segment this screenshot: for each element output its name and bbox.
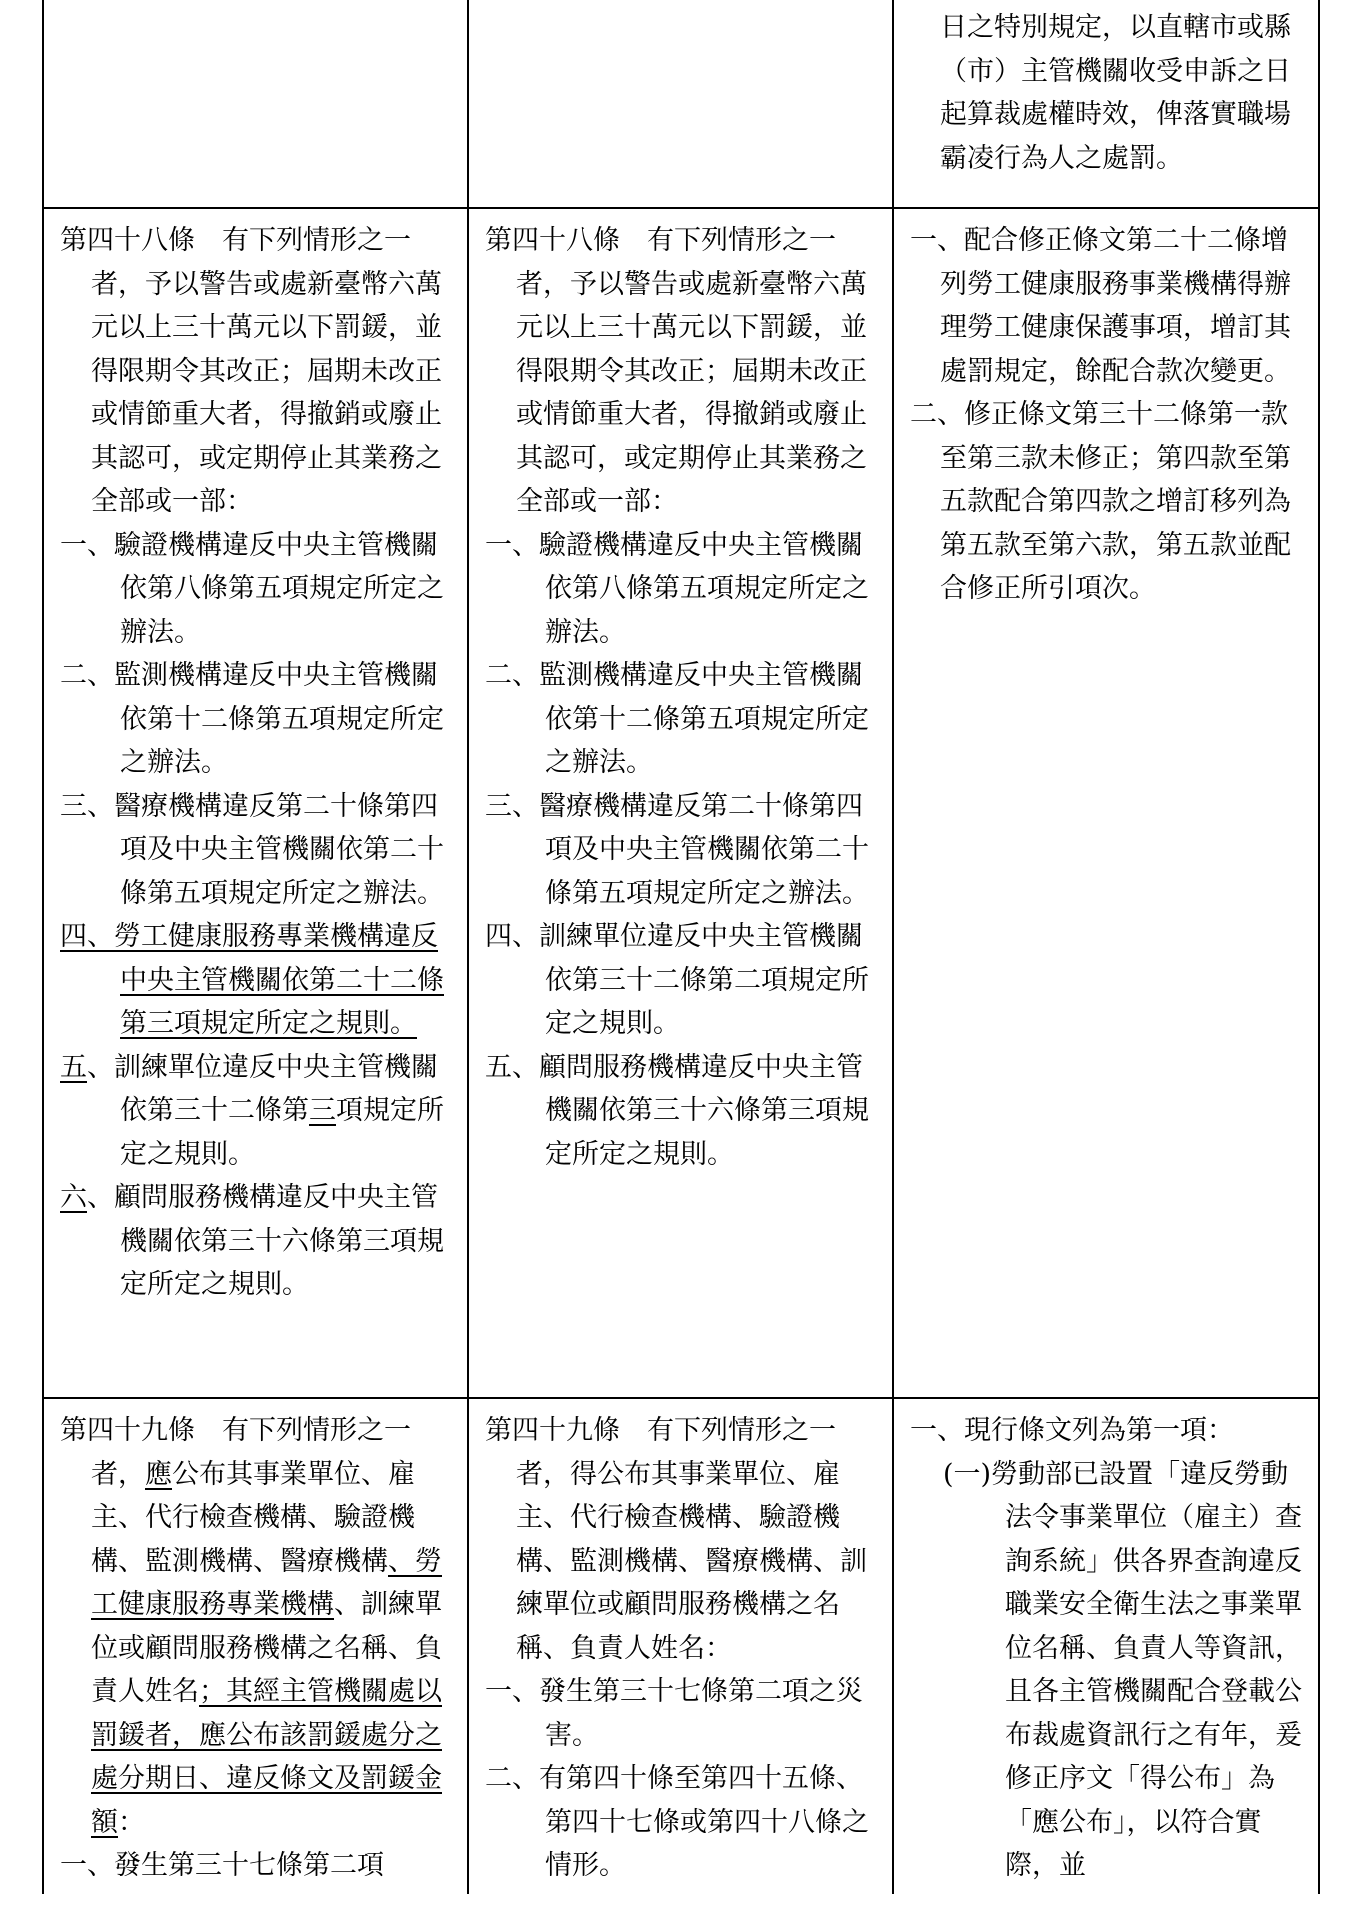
explanation-cell bbox=[893, 0, 1319, 208]
item-5-number: 五 bbox=[60, 1051, 87, 1083]
article-48-item-5-amended bbox=[60, 1046, 453, 1177]
amended-cell bbox=[43, 0, 468, 208]
table-row bbox=[43, 0, 1319, 208]
article-49-text-7: ： bbox=[118, 1806, 145, 1838]
amendment-comparison-table bbox=[42, 0, 1320, 1894]
article-49-note-1-sub-1: (一)勞動部已設置「違反勞動法令事業單位（雇主）查詢系統」供各界查詢違反職業安全衛生法之事業單位名稱、負責人等資訊，且各主管機關配合登載公布裁處資訊行之有年，爰修正序文「得公布」為「應公布」，以符合實際，並 bbox=[943, 1458, 1302, 1881]
article-49-item-1-current: 一、發生第三十七條第二項之災害。 bbox=[485, 1676, 863, 1751]
article-49-intro-amended bbox=[60, 1409, 453, 1844]
article-49-text-5: 、訓練單位或顧問服務機構之名稱、負責人姓名 bbox=[91, 1589, 442, 1707]
table-row bbox=[43, 208, 1319, 1398]
article-49-intro-current: 第四十九條 有下列情形之一者，得公布其事業單位、雇主、代行檢查機構、驗證機構、監測機構、醫療機構、訓練單位或顧問服務機構之名稱、負責人姓名： bbox=[485, 1415, 867, 1664]
article-48-item-1-amended: 一、驗證機構違反中央主管機關依第八條第五項規定所定之辦法。 bbox=[60, 529, 444, 648]
article-48-item-4-current: 四、訓練單位違反中央主管機關依第三十二條第二項規定所定之規則。 bbox=[485, 921, 869, 1039]
article-48-item-6-amended bbox=[60, 1176, 453, 1307]
article-48-item-3-amended: 三、醫療機構違反第二十條第四項及中央主管機關依第二十條第五項規定所定之辦法。 bbox=[60, 790, 444, 909]
current-cell bbox=[468, 0, 893, 208]
table-row bbox=[43, 1398, 1319, 1894]
explanation-cell bbox=[893, 1398, 1319, 1894]
current-cell bbox=[468, 208, 893, 1398]
article-49-text-6: ；其經主管機關處以罰鍰者，應公布該罰鍰處分之處分期日、違反條文及罰鍰金額 bbox=[91, 1676, 442, 1838]
article-48-note-1: 一、配合修正條文第二十二條增列勞工健康服務事業機構得辦理勞工健康保護事項，增訂其處罰規定，餘配合款次變更。 bbox=[910, 225, 1291, 387]
explanation-cell bbox=[893, 208, 1319, 1398]
article-49-text-3: 公布其事業單位、雇主、代行檢查機構、驗證機構、監測機構、醫療機構 bbox=[91, 1458, 415, 1577]
article-48-intro-current: 第四十八條 有下列情形之一者，予以警告或處新臺幣六萬元以上三十萬元以下罰鍰，並得限期令其改正；屆期未改正或情節重大者，得撤銷或廢止其認可，或定期停止其業務之全部或一部： bbox=[485, 225, 867, 517]
article-48-item-5-current: 五、顧問服務機構違反中央主管機關依第三十六條第三項規定所定之規則。 bbox=[485, 1051, 869, 1170]
article-48-item-3-current: 三、醫療機構違反第二十條第四項及中央主管機關依第二十條第五項規定所定之辦法。 bbox=[485, 790, 869, 909]
amended-cell bbox=[43, 208, 468, 1398]
item-5-text-c: 項規定所定之規則。 bbox=[120, 1095, 444, 1170]
article-49-text-2: 應 bbox=[145, 1458, 172, 1490]
explanation-continuation: 日之特別規定，以直轄市或縣（市）主管機關收受申訴之日起算裁處權時效，俾落實職場霸凌行為人之處罰。 bbox=[940, 12, 1291, 174]
article-49-text-4: 、勞工健康服務專業機構 bbox=[91, 1545, 442, 1620]
current-cell bbox=[468, 1398, 893, 1894]
article-49-note-1: 一、現行條文列為第一項： bbox=[910, 1415, 1234, 1446]
article-48-intro-amended: 第四十八條 有下列情形之一者，予以警告或處新臺幣六萬元以上三十萬元以下罰鍰，並得限期令其改正；屆期未改正或情節重大者，得撤銷或廢止其認可，或定期停止其業務之全部或一部： bbox=[60, 225, 442, 517]
article-48-note-2: 二、修正條文第三十二條第一款至第三款未修正；第四款至第五款配合第四款之增訂移列為第五款至第六款，第五款並配合修正所引項次。 bbox=[910, 399, 1291, 604]
item-5-paragraph-number: 三 bbox=[309, 1095, 336, 1126]
article-48-item-2-current: 二、監測機構違反中央主管機關依第十二條第五項規定所定之辦法。 bbox=[485, 660, 869, 778]
article-49-text-1: 第四十九條 有下列情形之一者， bbox=[60, 1415, 411, 1490]
article-48-item-4-amended: 四、勞工健康服務專業機構違反中央主管機關依第二十二條第三項規定所定之規則。 bbox=[60, 921, 444, 1039]
item-5-text-a: 、訓練單位違反中央主管機關依第三十二條第 bbox=[87, 1051, 438, 1126]
comparison-table-page bbox=[42, 0, 1318, 1917]
article-49-item-1-amended: 一、發生第三十七條第二項 bbox=[60, 1850, 384, 1881]
article-49-item-2-current: 二、有第四十條至第四十五條、第四十七條或第四十八條之情形。 bbox=[485, 1763, 869, 1881]
item-6-text: 、顧問服務機構違反中央主管機關依第三十六條第三項規定所定之規則。 bbox=[87, 1182, 444, 1300]
article-48-item-1-current: 一、驗證機構違反中央主管機關依第八條第五項規定所定之辦法。 bbox=[485, 529, 869, 648]
item-6-number: 六 bbox=[60, 1182, 87, 1213]
article-48-item-2-amended: 二、監測機構違反中央主管機關依第十二條第五項規定所定之辦法。 bbox=[60, 660, 444, 778]
amended-cell bbox=[43, 1398, 468, 1894]
